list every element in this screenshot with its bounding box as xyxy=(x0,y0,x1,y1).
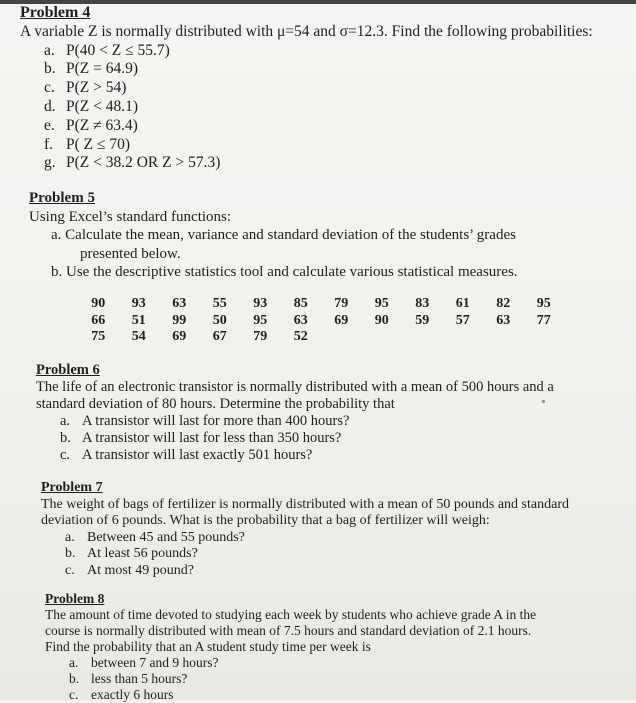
item-text: between 7 and 9 hours? xyxy=(91,655,219,670)
problem-8-intro-line2: course is normally distributed with mean of 7.5 hours and standard deviation of 2.1 hours. xyxy=(45,623,532,638)
item-label: e. xyxy=(44,116,55,134)
item-text: A transistor will last exactly 501 hours? xyxy=(82,447,313,463)
grade-cell: 75 xyxy=(91,329,106,344)
grade-cell: 99 xyxy=(172,312,187,328)
grade-cell: 83 xyxy=(415,296,430,311)
item-label: a. xyxy=(60,413,71,429)
item-text: P(Z ≠ 63.4) xyxy=(66,116,138,134)
grade-cell: 63 xyxy=(172,296,187,311)
grade-cell: 93 xyxy=(253,296,268,311)
problem-5-item-a-line1: a. Calculate the mean, variance and standard deviation of the students’ grades xyxy=(51,227,516,243)
item-text: P(Z < 38.2 OR Z > 57.3) xyxy=(66,154,221,172)
grade-cell: 69 xyxy=(334,312,349,328)
problem-5-item-b: b. Use the descriptive statistics tool and calculate various statistical measures. xyxy=(51,264,518,280)
grade-cell: 67 xyxy=(212,329,227,344)
list-item xyxy=(44,117,593,136)
item-text: P(40 < Z ≤ 55.7) xyxy=(66,41,170,59)
problem-4 xyxy=(20,4,593,173)
list-item xyxy=(44,154,593,173)
grade-cell: 85 xyxy=(293,296,308,311)
list-item xyxy=(44,60,593,79)
item-text: At least 56 pounds? xyxy=(87,546,198,561)
problem-8-intro-line3: Find the probability that an A student study time per week is xyxy=(45,639,371,654)
problem-7-items xyxy=(41,530,569,580)
table-row xyxy=(78,329,564,346)
list-item xyxy=(60,413,554,430)
grade-cell: 93 xyxy=(131,296,146,311)
table-row xyxy=(78,296,564,313)
list-item xyxy=(60,447,554,464)
problem-8-items xyxy=(45,655,536,703)
grade-cell: 63 xyxy=(496,312,511,328)
list-item xyxy=(44,42,593,61)
problem-6-intro-line2: standard deviation of 80 hours. Determine the probability that xyxy=(36,396,395,412)
list-item xyxy=(44,136,593,155)
item-label: b. xyxy=(69,671,80,686)
grade-cell: 63 xyxy=(293,312,308,328)
item-text: exactly 6 hours xyxy=(91,687,174,702)
item-label: f. xyxy=(44,135,54,153)
problem-5-title: Problem 5 xyxy=(29,190,95,206)
grade-cell: 90 xyxy=(91,296,106,311)
item-text: less than 5 hours? xyxy=(91,671,188,686)
item-label: c. xyxy=(44,79,55,97)
grade-cell xyxy=(524,329,565,346)
problem-4-title: Problem 4 xyxy=(20,4,91,21)
grade-cell xyxy=(443,329,484,346)
item-label: b. xyxy=(65,546,76,561)
grade-cell: 50 xyxy=(212,312,227,328)
item-label: b. xyxy=(44,60,56,78)
item-label: g. xyxy=(44,154,56,172)
grade-cell: 61 xyxy=(455,296,470,311)
list-item xyxy=(69,687,536,703)
grade-cell: 79 xyxy=(334,296,349,311)
grade-cell xyxy=(483,329,524,346)
item-label: c. xyxy=(65,562,75,578)
item-text: P(Z = 64.9) xyxy=(66,60,139,78)
item-text: P( Z ≤ 70) xyxy=(66,135,131,153)
problem-8-title: Problem 8 xyxy=(45,591,105,606)
grade-cell: 77 xyxy=(536,312,551,328)
grade-cell: 55 xyxy=(212,296,227,311)
grade-cell: 95 xyxy=(374,296,389,311)
item-text: P(Z < 48.1) xyxy=(66,97,139,115)
list-item xyxy=(44,98,593,117)
item-label: a. xyxy=(65,529,75,545)
problem-5 xyxy=(29,189,518,282)
grade-cell: 90 xyxy=(374,312,389,328)
item-text: At most 49 pound? xyxy=(87,562,194,578)
list-item xyxy=(65,546,569,563)
table-row xyxy=(78,313,564,330)
grade-cell: 69 xyxy=(172,329,187,344)
problem-5-item-a-line2: presented below. xyxy=(80,245,181,262)
problem-4-items xyxy=(20,42,593,174)
problem-6-items xyxy=(36,413,554,464)
item-label: d. xyxy=(44,97,56,115)
problem-7 xyxy=(41,480,569,579)
item-label: c. xyxy=(60,447,71,463)
list-item xyxy=(60,430,554,447)
grade-cell: 79 xyxy=(253,329,268,344)
problem-7-intro-line2: deviation of 6 pounds. What is the probability that a bag of fertilizer will weigh: xyxy=(41,513,490,528)
problem-8 xyxy=(45,591,536,703)
problem-7-title: Problem 7 xyxy=(41,480,103,495)
item-text: A transistor will last for less than 350 hours? xyxy=(82,430,342,446)
grade-cell: 52 xyxy=(293,329,308,344)
problem-7-intro-line1: The weight of bags of fertilizer is normally distributed with a mean of 50 pounds and standard xyxy=(41,496,569,512)
grade-cell: 95 xyxy=(253,312,268,328)
problem-6-intro-line1: The life of an electronic transistor is normally distributed with a mean of 500 hours and a xyxy=(36,379,554,395)
item-text: P(Z > 54) xyxy=(66,79,127,97)
grades-table xyxy=(78,296,564,346)
grade-cell xyxy=(321,329,362,346)
grade-cell: 59 xyxy=(415,312,430,328)
problem-8-intro-line1: The amount of time devoted to studying each week by students who achieve grade A in the xyxy=(45,607,537,622)
grade-cell: 66 xyxy=(91,312,106,328)
problem-6-title: Problem 6 xyxy=(36,362,100,378)
problem-6 xyxy=(36,362,554,464)
grade-cell: 82 xyxy=(496,296,511,311)
list-item xyxy=(69,655,536,671)
grade-cell: 54 xyxy=(131,329,146,344)
stray-mark xyxy=(542,400,545,403)
list-item xyxy=(65,530,569,547)
problem-4-intro: A variable Z is normally distributed with μ=54 and σ=12.3. Find the following probabilities: xyxy=(20,22,593,40)
list-item xyxy=(44,79,593,98)
item-label: a. xyxy=(44,41,55,59)
item-label: c. xyxy=(69,687,79,702)
problem-5-intro: Using Excel’s standard functions: xyxy=(29,208,232,225)
grade-cell: 51 xyxy=(131,312,146,328)
grade-cell xyxy=(402,329,443,346)
list-item xyxy=(65,563,569,580)
list-item xyxy=(69,671,536,687)
grade-cell: 57 xyxy=(455,312,470,328)
item-text: A transistor will last for more than 400 hours? xyxy=(82,413,350,429)
item-label: b. xyxy=(60,430,71,446)
item-text: Between 45 and 55 pounds? xyxy=(87,529,245,545)
grade-cell xyxy=(362,329,403,346)
item-label: a. xyxy=(69,655,79,670)
grade-cell: 95 xyxy=(536,296,551,311)
